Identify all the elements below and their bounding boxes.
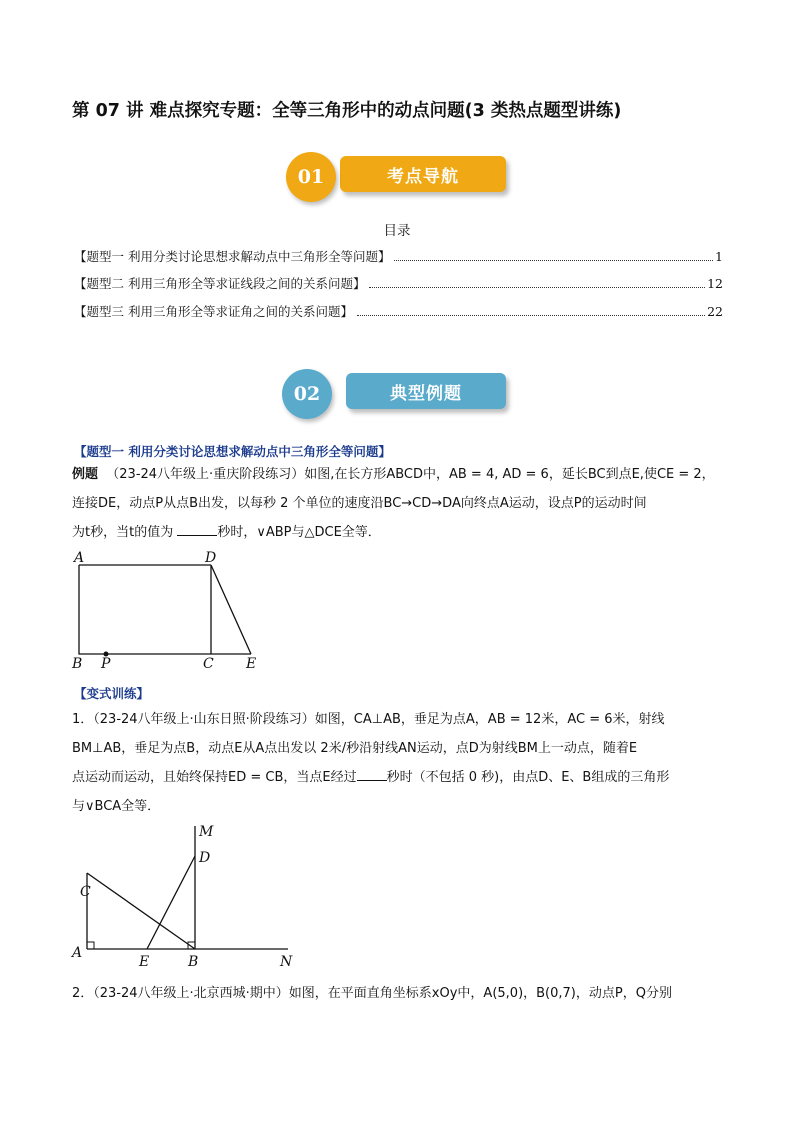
toc-item-page: 1 bbox=[715, 249, 723, 264]
example-line-1 bbox=[72, 463, 724, 487]
badge-number-02: 02 bbox=[282, 369, 332, 419]
toc-heading: 目录 bbox=[383, 223, 411, 239]
toc-item-label: 【题型三 利用三角形全等求证角之间的关系问题】 bbox=[74, 304, 353, 319]
label-A: A bbox=[74, 550, 85, 566]
section-heading-type1: 【题型一 利用分类讨论思想求解动点中三角形全等问题】 bbox=[74, 444, 391, 459]
label-P: P bbox=[101, 656, 111, 672]
label-E: E bbox=[139, 954, 150, 970]
toc-item-2[interactable] bbox=[74, 274, 723, 292]
page-title: 第 07 讲 难点探究专题：全等三角形中的动点问题(3 类热点题型讲练) bbox=[72, 101, 622, 121]
toc-item-page: 12 bbox=[707, 276, 723, 291]
figure-perpendicular-rays bbox=[66, 818, 306, 970]
toc-leader-dots bbox=[394, 260, 713, 261]
q1-line-2: BM⊥AB，垂足为点B，动点E从A点出发以 2米/秒沿射线AN运动，点D为射线BM上一动点，随着E bbox=[72, 741, 638, 756]
q1-line-3 bbox=[72, 766, 724, 790]
label-E: E bbox=[246, 656, 257, 672]
answer-blank[interactable] bbox=[177, 523, 217, 536]
label-C: C bbox=[203, 656, 214, 672]
toc-item-1[interactable] bbox=[74, 247, 723, 265]
figure-rectangle-abcd bbox=[68, 548, 268, 673]
example-label: 例题 bbox=[72, 467, 99, 482]
toc-item-page: 22 bbox=[707, 304, 723, 319]
toc-leader-dots bbox=[357, 315, 705, 316]
q2-line-1: 2．（23-24八年级上·北京西城·期中）如图，在平面直角坐标系xOy中，A(5,0)，B(0,7)，动点P，Q分别 bbox=[72, 986, 672, 1001]
toc-leader-dots bbox=[369, 287, 705, 288]
example-text-1: （23-24八年级上·重庆阶段练习）如图,在长方形ABCD中，AB = 4, AD = 6，延长BC到点E,使CE = 2， bbox=[106, 467, 715, 482]
label-A: A bbox=[72, 945, 83, 961]
label-C: C bbox=[80, 884, 91, 900]
label-M: M bbox=[199, 824, 214, 840]
q1-text-3a: 点运动而运动，且始终保持ED = CB，当点E经过 bbox=[72, 770, 357, 785]
badge-label-dianxing: 典型例题 bbox=[346, 373, 506, 409]
example-line-2: 连接DE，动点P从点B出发，以每秒 2 个单位的速度沿BC→CD→DA向终点A运动，设点P的运动时间 bbox=[72, 496, 647, 511]
toc-item-3[interactable] bbox=[74, 302, 723, 320]
toc-item-label: 【题型二 利用三角形全等求证线段之间的关系问题】 bbox=[74, 276, 366, 291]
example-text-3a: 为t秒，当t的值为 bbox=[72, 525, 174, 540]
label-D: D bbox=[199, 850, 211, 866]
toc-item-label: 【题型一 利用分类讨论思想求解动点中三角形全等问题】 bbox=[74, 249, 391, 264]
badge-label-kaodian: 考点导航 bbox=[340, 156, 506, 192]
answer-blank[interactable] bbox=[357, 768, 387, 781]
q1-line-4: 与∨BCA全等． bbox=[72, 799, 161, 814]
q1-line-1: 1．（23-24八年级上·山东日照·阶段练习）如图，CA⊥AB，垂足为点A，AB = 12米，AC = 6米，射线 bbox=[72, 712, 665, 727]
practice-heading: 【变式训练】 bbox=[74, 686, 150, 701]
example-text-3b: 秒时，∨ABP与△DCE全等． bbox=[217, 525, 381, 540]
badge-number-01: 01 bbox=[286, 152, 336, 202]
q1-text-3b: 秒时（不包括 0 秒)，由点D、E、B组成的三角形 bbox=[386, 770, 670, 785]
example-line-3 bbox=[72, 521, 724, 545]
label-D: D bbox=[205, 550, 217, 566]
label-N: N bbox=[280, 954, 293, 970]
label-B: B bbox=[72, 656, 83, 672]
label-B: B bbox=[188, 954, 199, 970]
